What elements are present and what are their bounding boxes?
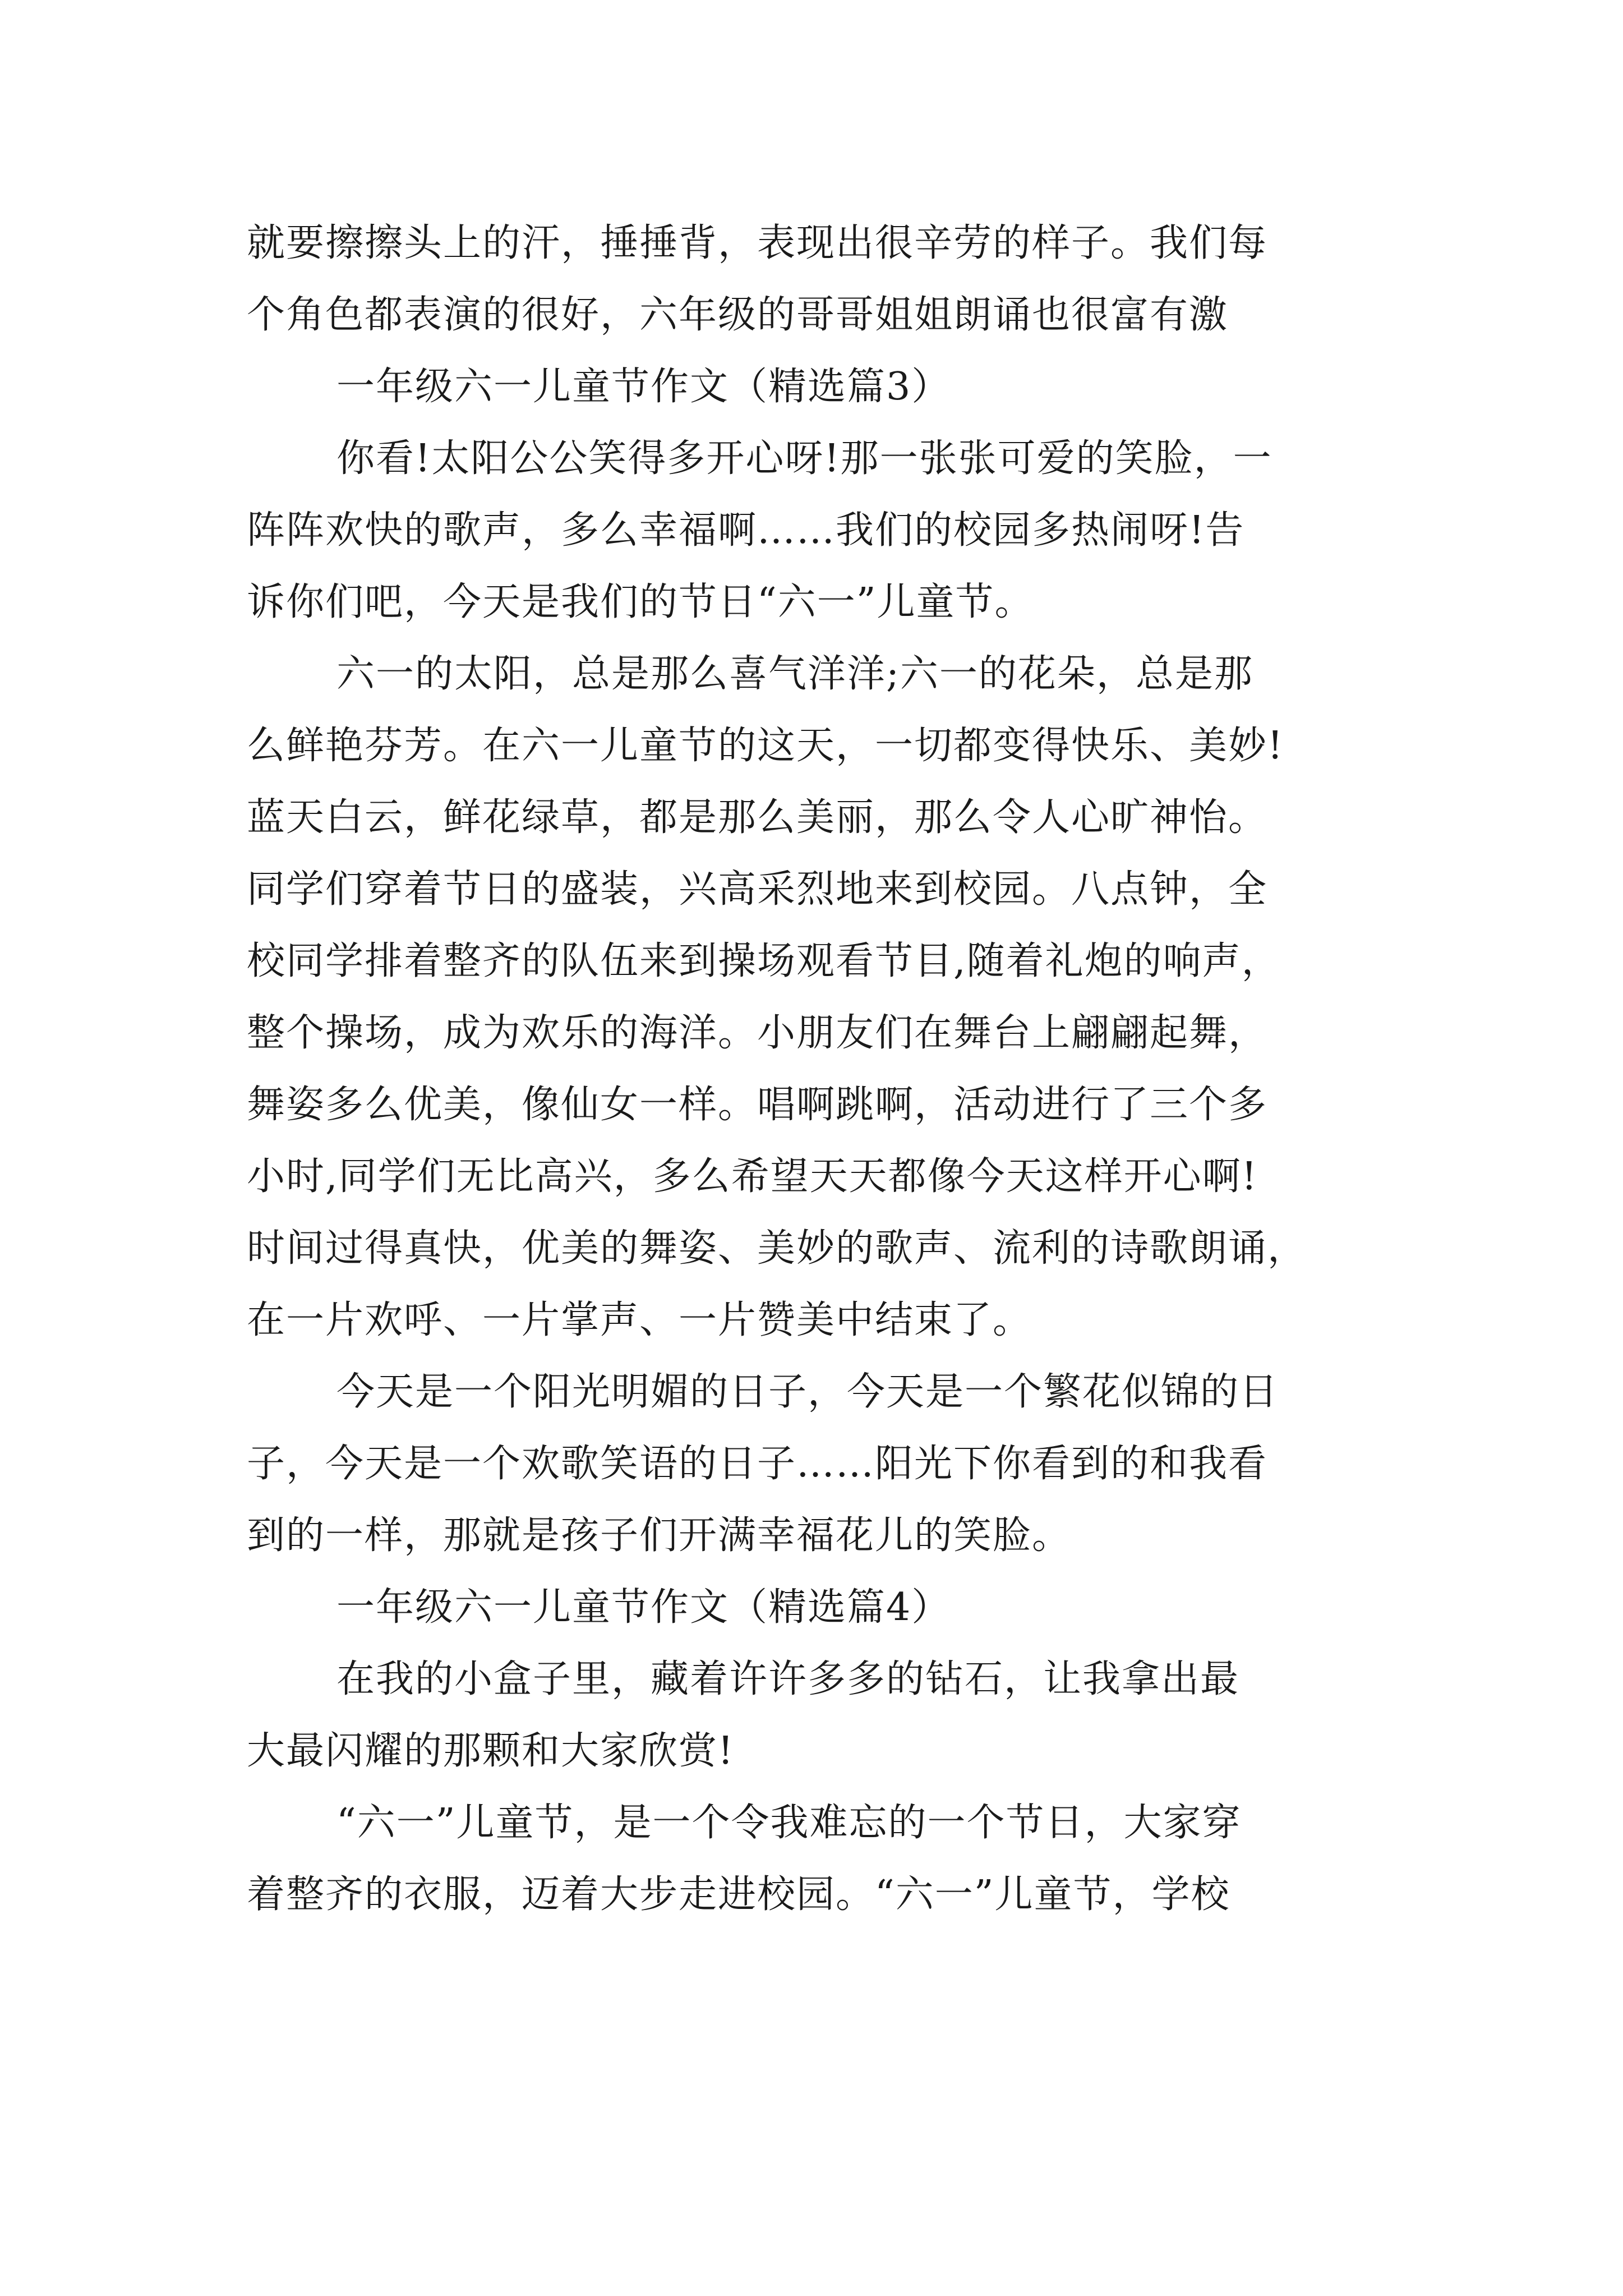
paragraph-continued [247, 208, 1391, 351]
paragraph-5 [247, 1787, 1391, 1931]
text-line: 诉你们吧，今天是我们的节日“六一”儿童节。 [247, 580, 1034, 624]
text-line: 你看!太阳公公笑得多开心呀!那一张张可爱的笑脸，一 [336, 436, 1272, 481]
text-line: “六一”儿童节，是一个令我难忘的一个节日，大家穿 [336, 1801, 1242, 1845]
text-line: 么鲜艳芬芳。在六一儿童节的这天，一切都变得快乐、美妙! [247, 724, 1284, 768]
section-heading-3: 一年级六一儿童节作文（精选篇3） [336, 365, 951, 409]
text-line: 整个操场，成为欢乐的海洋。小朋友们在舞台上翩翩起舞， [247, 1011, 1268, 1055]
paragraph-4 [247, 1644, 1391, 1787]
section-heading-4: 一年级六一儿童节作文（精选篇4） [336, 1585, 951, 1630]
text-line: 同学们穿着节日的盛装，兴高采烈地来到校园。八点钟，全 [247, 867, 1268, 912]
paragraph-2 [247, 638, 1391, 1356]
text-line: 个角色都表演的很好，六年级的哥哥姐姐朗诵也很富有激 [247, 293, 1229, 337]
text-line: 到的一样，那就是孩子们开满幸福花儿的笑脸。 [247, 1513, 1072, 1558]
text-line: 时间过得真快，优美的舞姿、美妙的歌声、流利的诗歌朗诵， [247, 1226, 1307, 1271]
paragraph-1 [247, 423, 1391, 638]
text-line: 在我的小盒子里，藏着许许多多的钻石，让我拿出最 [336, 1657, 1240, 1701]
document-body [247, 208, 1391, 1931]
text-line: 大最闪耀的那颗和大家欣赏! [247, 1729, 735, 1773]
paragraph-3 [247, 1356, 1391, 1572]
text-line: 小时,同学们无比高兴，多么希望天天都像今天这样开心啊! [247, 1154, 1258, 1199]
text-line: 着整齐的衣服，迈着大步走进校园。“六一”儿童节，学校 [247, 1872, 1230, 1917]
text-line: 子，今天是一个欢歌笑语的日子……阳光下你看到的和我看 [247, 1442, 1268, 1486]
text-line: 就要擦擦头上的汗，捶捶背，表现出很辛劳的样子。我们每 [247, 221, 1268, 265]
text-line: 校同学排着整齐的队伍来到操场观看节目,随着礼炮的响声， [247, 939, 1281, 983]
text-line: 阵阵欢快的歌声，多么幸福啊……我们的校园多热闹呀!告 [247, 508, 1245, 553]
text-line: 六一的太阳，总是那么喜气洋洋;六一的花朵，总是那 [336, 652, 1253, 696]
text-line: 今天是一个阳光明媚的日子，今天是一个繁花似锦的日 [336, 1370, 1279, 1414]
text-line: 舞姿多么优美，像仙女一样。唱啊跳啊，活动进行了三个多 [247, 1083, 1268, 1127]
text-line: 在一片欢呼、一片掌声、一片赞美中结束了。 [247, 1298, 1032, 1342]
text-line: 蓝天白云，鲜花绿草，都是那么美丽，那么令人心旷神怡。 [247, 795, 1268, 840]
